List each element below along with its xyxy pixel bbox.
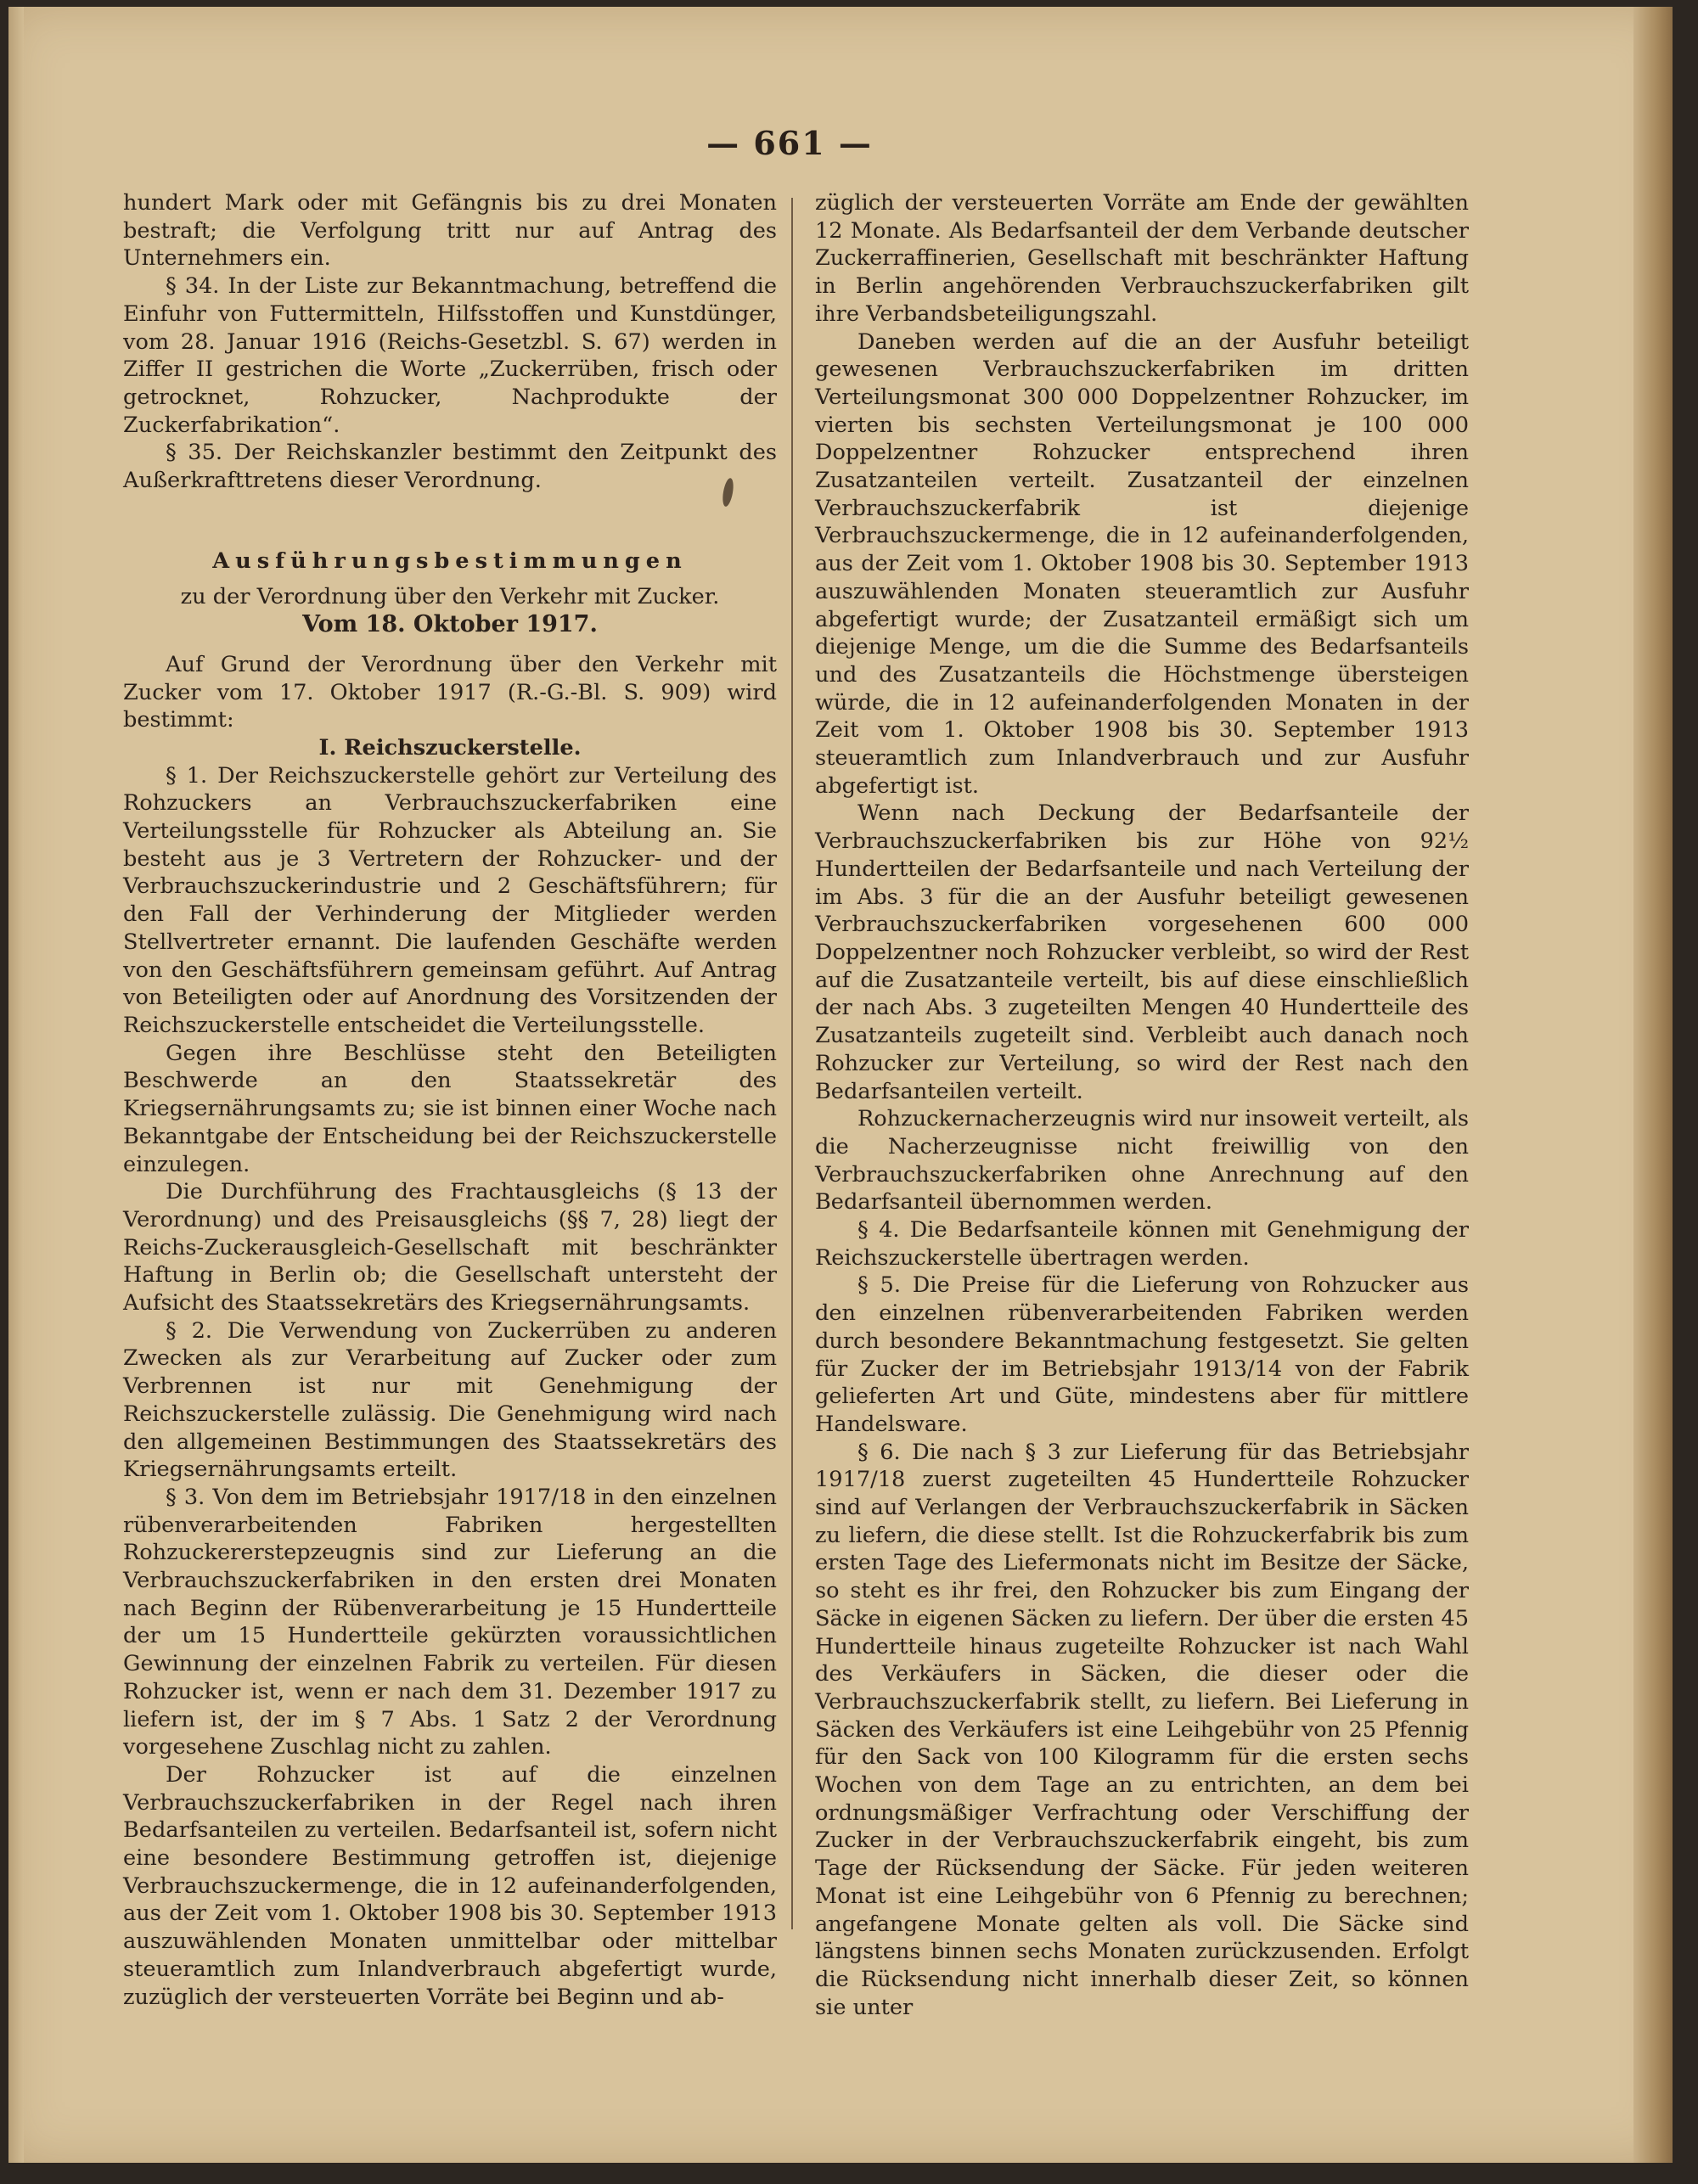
- paragraph-continuation: hundert Mark oder mit Gefängnis bis zu drei Monaten bestraft; die Verfolgung tritt nur auf Antrag des Unternehmers ein.: [123, 190, 777, 272]
- paragraph-r1: züglich der versteuerten Vorräte am Ende der gewählten 12 Monate. Als Bedarfsanteil der dem Verbande deutscher Zuckerraffinerien, Gesellschaft mit beschränkter Haftung in Berlin angehörenden Verbrauchszuckerfabriken gilt ihre Verbandsbeteiligungszahl.: [815, 190, 1469, 327]
- paragraph-s3-distribution: Der Rohzucker ist auf die einzelnen Verbrauchszuckerfabriken in der Regel nach ihren Bedarfsanteilen zu verteilen. Bedarfsanteil ist, sofern nicht eine besondere Bestimmung getroffen ist, diejenige Verbrauchszuckermenge, die in 12 aufeinanderfolgenden, aus der Zeit vom 1. Oktober 1908 bis 30. September 1913 auszuwählenden Monaten unmittelbar oder mittelbar steueramtlich zum Inlandverbrauch abgefertigt wurde, zuzüglich der versteuerten Vorräte bei Beginn und ab-: [123, 1761, 777, 2010]
- page: [8, 7, 1673, 2163]
- left-column: [123, 189, 777, 2011]
- paragraph-r2: Daneben werden auf die an der Ausfuhr beteiligt gewesenen Verbrauchszuckerfabriken im dritten Verteilungsmonat 300 000 Doppelzentner Rohzucker, im vierten bis sechsten Verteilungsmonat je 100 000 Doppelzentner Rohzucker entsprechend ihren Zusatzanteilen verteilt. Zusatzanteil der einzelnen Verbrauchszuckerfabrik ist diejenige Verbrauchszuckermenge, die in 12 aufeinanderfolgenden, aus der Zeit vom 1. Oktober 1908 bis 30. September 1913 auszuwählenden Monaten steueramtlich zur Ausfuhr abgefertigt wurde; der Zusatzanteil ermäßigt sich um diejenige Menge, um die die Summe des Bedarfsanteils und des Zusatzanteils die Höchstmenge übersteigen würde, die in 12 aufeinanderfolgenden Monaten in der Zeit vom 1. Oktober 1908 bis 30. September 1913 steueramtlich zum Inlandverbrauch und zur Ausfuhr abgefertigt ist.: [815, 328, 1469, 799]
- section-title: I. Reichszuckerstelle.: [318, 734, 582, 761]
- paragraph-s1-complaint: Gegen ihre Beschlüsse steht den Beteiligten Beschwerde an den Staatssekretär des Kriegsernährungsamts zu; sie ist binnen einer Woche nach Bekanntgabe der Entscheidung bei der Reichszuckerstelle einzulegen.: [123, 1040, 777, 1177]
- paragraph-s1-freight: Die Durchführung des Frachtausgleichs (§ 13 der Verordnung) und des Preisausgleichs (§§ 7, 28) liegt der Reichs-Zuckerausgleich-Gesellschaft mit beschränkter Haftung in Berlin ob; die Gesellschaft untersteht der Aufsicht des Staatssekretärs des Kriegsernährungsamts.: [123, 1179, 777, 1317]
- paragraph-s4: § 4. Die Bedarfsanteile können mit Genehmigung der Reichszuckerstelle übertragen werden.: [815, 1217, 1469, 1271]
- paragraph-s35: § 35. Der Reichskanzler bestimmt den Zeitpunkt des Außerkrafttretens dieser Verordnung.: [123, 440, 777, 494]
- subheading: zu der Verordnung über den Verkehr mit Zucker.: [180, 584, 720, 610]
- column-divider: [791, 198, 793, 1929]
- paragraph-r3: Wenn nach Deckung der Bedarfsanteile der Verbrauchszuckerfabriken bis zur Höhe von 92½ Hundertteilen der Bedarfsanteile und nach Verteilung der im Abs. 3 für die an der Ausfuhr beteiligt gewesenen Verbrauchszuckerfabriken vorgesehenen 600 000 Doppelzentner noch Rohzucker verbleibt, so wird der Rest auf die Zusatzanteile verteilt, bis auf diese einschließlich der nach Abs. 3 zugeteilten Mengen 40 Hundertteile des Zusatzanteils zugeteilt sind. Verbleibt auch danach noch Rohzucker zur Verteilung, so wird der Rest nach den Bedarfsanteilen verteilt.: [815, 800, 1469, 1104]
- page-binding-edge: [1633, 7, 1673, 2163]
- paragraph-s5: § 5. Die Preise für die Lieferung von Rohzucker aus den einzelnen rübenverarbeitenden Fabriken werden durch besondere Bekanntmachung festgesetzt. Sie gelten für Zucker der im Betriebsjahr 1913/14 von der Fabrik gelieferten Art und Güte, mindestens aber für mittlere Handelsware.: [815, 1272, 1469, 1437]
- heading-ausfuehrungsbestimmungen: Ausführungsbestimmungen: [212, 547, 688, 574]
- page-number: — 661 —: [706, 124, 873, 162]
- paragraph-intro: Auf Grund der Verordnung über den Verkehr mit Zucker vom 17. Oktober 1917 (R.-G.-Bl. S. 909) wird bestimmt:: [123, 651, 777, 733]
- right-column: [815, 189, 1469, 2021]
- paragraph-r4: Rohzuckernacherzeugnis wird nur insoweit verteilt, als die Nacherzeugnisse nicht freiwillig von den Verbrauchszuckerfabriken ohne Anrechnung auf den Bedarfsanteil übernommen werden.: [815, 1106, 1469, 1216]
- paragraph-s1: § 1. Der Reichszuckerstelle gehört zur Verteilung des Rohzuckers an Verbrauchszuckerfabriken eine Verteilungsstelle für Rohzucker als Abteilung an. Sie besteht aus je 3 Vertretern der Rohzucker- und der Verbrauchszuckerindustrie und 2 Geschäftsführern; für den Fall der Verhinderung der Mitglieder werden Stellvertreter ernannt. Die laufenden Geschäfte werden von den Geschäftsführern gemeinsam geführt. Auf Antrag von Beteiligten oder auf Anordnung des Vorsitzenden der Reichszuckerstelle entscheidet die Verteilungsstelle.: [123, 762, 777, 1038]
- date-line: Vom 18. Oktober 1917.: [302, 611, 598, 638]
- paragraph-s34: § 34. In der Liste zur Bekanntmachung, betreffend die Einfuhr von Futtermitteln, Hilfsstoffen und Kunstdünger, vom 28. Januar 1916 (Reichs-Gesetzbl. S. 67) werden in Ziffer II gestrichen die Worte „Zuckerrüben, frisch oder getrocknet, Rohzucker, Nachprodukte der Zuckerfabrikation“.: [123, 273, 777, 438]
- paragraph-s6: § 6. Die nach § 3 zur Lieferung für das Betriebsjahr 1917/18 zuerst zugeteilten 45 Hundertteile Rohzucker sind auf Verlangen der Verbrauchszuckerfabrik in Säcken zu liefern, die diese stellt. Ist die Rohzuckerfabrik bis zum ersten Tage des Liefermonats nicht im Besitze der Säcke, so steht es ihr frei, den Rohzucker bis zum Eingang der Säcke in eigenen Säcken zu liefern. Der über die ersten 45 Hundertteile hinaus zugeteilte Rohzucker ist nach Wahl des Verkäufers in Säcken, die dieser oder die Verbrauchszuckerfabrik stellt, zu liefern. Bei Lieferung in Säcken des Verkäufers ist eine Leihgebühr von 25 Pfennig für den Sack von 100 Kilogramm für die ersten sechs Wochen von dem Tage an zu entrichten, an dem bei ordnungsmäßiger Verfrachtung oder Verschiffung der Zucker in der Verbrauchszuckerfabrik eingeht, bis zum Tage der Rücksendung der Säcke. Für jeden weiteren Monat ist eine Leihgebühr von 6 Pfennig zu berechnen; angefangene Monate gelten als voll. Die Säcke sind längstens binnen sechs Monaten zurückzusenden. Erfolgt die Rücksendung nicht innerhalb dieser Zeit, so können sie unter: [815, 1439, 1469, 2020]
- page-left-edge: [8, 7, 24, 2163]
- paragraph-s3: § 3. Von dem im Betriebsjahr 1917/18 in den einzelnen rübenverarbeitenden Fabriken hergestellten Rohzuckererstерzeugnis sind zur Lieferung an die Verbrauchszuckerfabriken in den ersten drei Monaten nach Beginn der Rübenverarbeitung je 15 Hundertteile der um 15 Hundertteile gekürzten voraussichtlichen Gewinnung der einzelnen Fabrik zu verteilen. Für diesen Rohzucker ist, wenn er nach dem 31. Dezember 1917 zu liefern ist, der im § 7 Abs. 1 Satz 2 der Verordnung vorgesehene Zuschlag nicht zu zahlen.: [123, 1484, 777, 1760]
- paragraph-s2: § 2. Die Verwendung von Zuckerrüben zu anderen Zwecken als zur Verarbeitung auf Zucker oder zum Verbrennen ist nur mit Genehmigung der Reichszuckerstelle zulässig. Die Genehmigung wird nach den allgemeinen Bestimmungen des Staatssekretärs des Kriegsernährungsamts erteilt.: [123, 1317, 777, 1483]
